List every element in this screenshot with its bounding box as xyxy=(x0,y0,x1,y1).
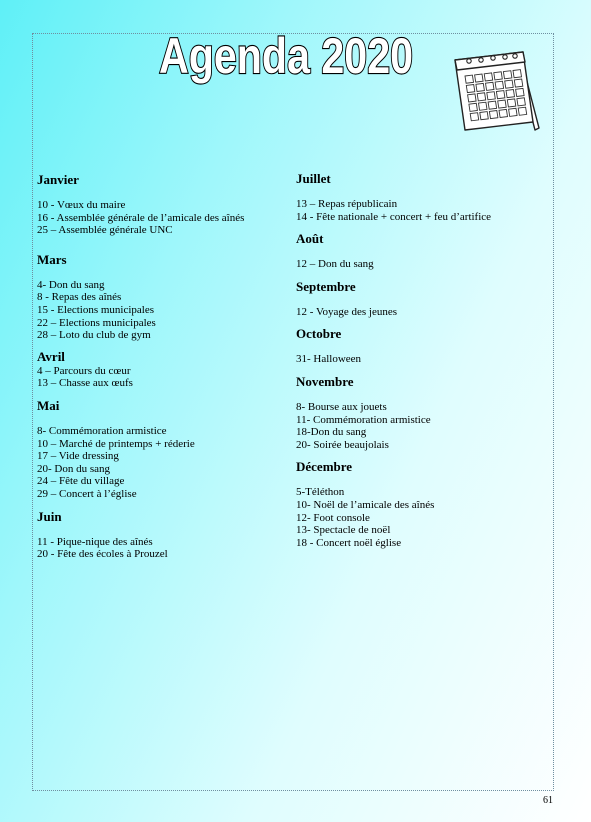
event-item: 10 - Vœux du maire xyxy=(37,199,126,211)
month-section xyxy=(296,171,546,223)
month-section xyxy=(37,252,287,342)
event-list xyxy=(296,401,546,451)
event-item: 25 – Assemblée générale UNC xyxy=(37,224,173,237)
event-item: 12 - Voyage des jeunes xyxy=(296,305,398,318)
event-list xyxy=(37,199,287,237)
event-item: 12- Foot console xyxy=(296,511,370,524)
event-item: 14 - Fête nationale + concert + feu d’artifice xyxy=(296,210,492,223)
event-item: 8- Commémoration armistice xyxy=(37,424,167,437)
event-item: 20- Soirée beaujolais xyxy=(296,438,389,451)
page-title xyxy=(156,25,416,83)
left-column xyxy=(37,172,287,561)
month-heading: Septembre xyxy=(296,278,356,294)
event-item: 8 - Repas des aînés xyxy=(37,291,122,304)
event-item: 28 – Loto du club de gym xyxy=(37,329,151,342)
month-section xyxy=(296,279,546,319)
event-item: 13- Spectacle de noël xyxy=(296,524,391,537)
page-number: 61 xyxy=(543,795,553,806)
event-item: 10 – Marché de printemps + réderie xyxy=(37,437,195,450)
event-list xyxy=(296,198,546,223)
month-heading: Avril xyxy=(37,348,65,364)
event-item: 22 – Elections municipales xyxy=(37,316,156,329)
event-item: 4 – Parcours du cœur xyxy=(37,364,131,377)
month-heading: Mai xyxy=(37,397,60,413)
event-list xyxy=(296,258,546,271)
event-item: 8- Bourse aux jouets xyxy=(296,400,387,413)
month-heading: Mars xyxy=(37,251,67,267)
month-heading: Novembre xyxy=(296,373,354,389)
event-item: 20 - Fête des écoles à Prouzel xyxy=(37,548,168,561)
event-list xyxy=(296,486,546,549)
month-section xyxy=(37,509,287,561)
event-item: 17 – Vide dressing xyxy=(37,450,119,463)
event-item: 15 - Elections municipales xyxy=(37,303,154,316)
month-section xyxy=(296,459,546,549)
event-item: 24 – Fête du village xyxy=(37,475,125,488)
month-section xyxy=(296,231,546,271)
event-item: 31- Halloween xyxy=(296,353,362,366)
event-item: 4- Don du sang xyxy=(37,278,105,291)
event-item: 13 – Chasse aux œufs xyxy=(37,377,133,390)
calendar-icon xyxy=(447,48,543,138)
month-heading: Juillet xyxy=(296,171,331,186)
event-item: 10- Noël de l’amicale des aînés xyxy=(296,498,435,511)
right-column xyxy=(296,171,546,549)
event-item: 5-Téléthon xyxy=(296,486,345,499)
event-item: 18 - Concert noël église xyxy=(296,536,402,549)
svg-text:Agenda 2020: Agenda 2020 xyxy=(159,28,413,84)
event-item: 18-Don du sang xyxy=(296,426,367,439)
event-item: 13 – Repas républicain xyxy=(296,198,398,210)
month-heading: Octobre xyxy=(296,326,342,342)
month-heading: Août xyxy=(296,231,324,247)
event-item: 29 – Concert à l’église xyxy=(37,487,137,500)
event-item: 11- Commémoration armistice xyxy=(296,413,431,426)
month-section xyxy=(296,374,546,451)
event-list xyxy=(37,425,287,501)
month-heading: Janvier xyxy=(37,172,79,187)
event-list xyxy=(296,306,546,319)
event-list xyxy=(37,365,287,390)
event-item: 12 – Don du sang xyxy=(296,258,374,271)
event-list xyxy=(37,536,287,561)
event-item: 16 - Assemblée générale de l’amicale des aînés xyxy=(37,211,245,224)
event-item: 11 - Pique-nique des aînés xyxy=(37,535,153,548)
month-heading: Juin xyxy=(37,508,62,524)
month-heading: Décembre xyxy=(296,459,353,475)
event-list xyxy=(37,279,287,342)
month-section xyxy=(37,172,287,237)
month-section xyxy=(296,326,546,366)
month-section xyxy=(37,349,287,390)
month-section xyxy=(37,398,287,501)
event-list xyxy=(296,353,546,366)
event-item: 20- Don du sang xyxy=(37,462,111,475)
